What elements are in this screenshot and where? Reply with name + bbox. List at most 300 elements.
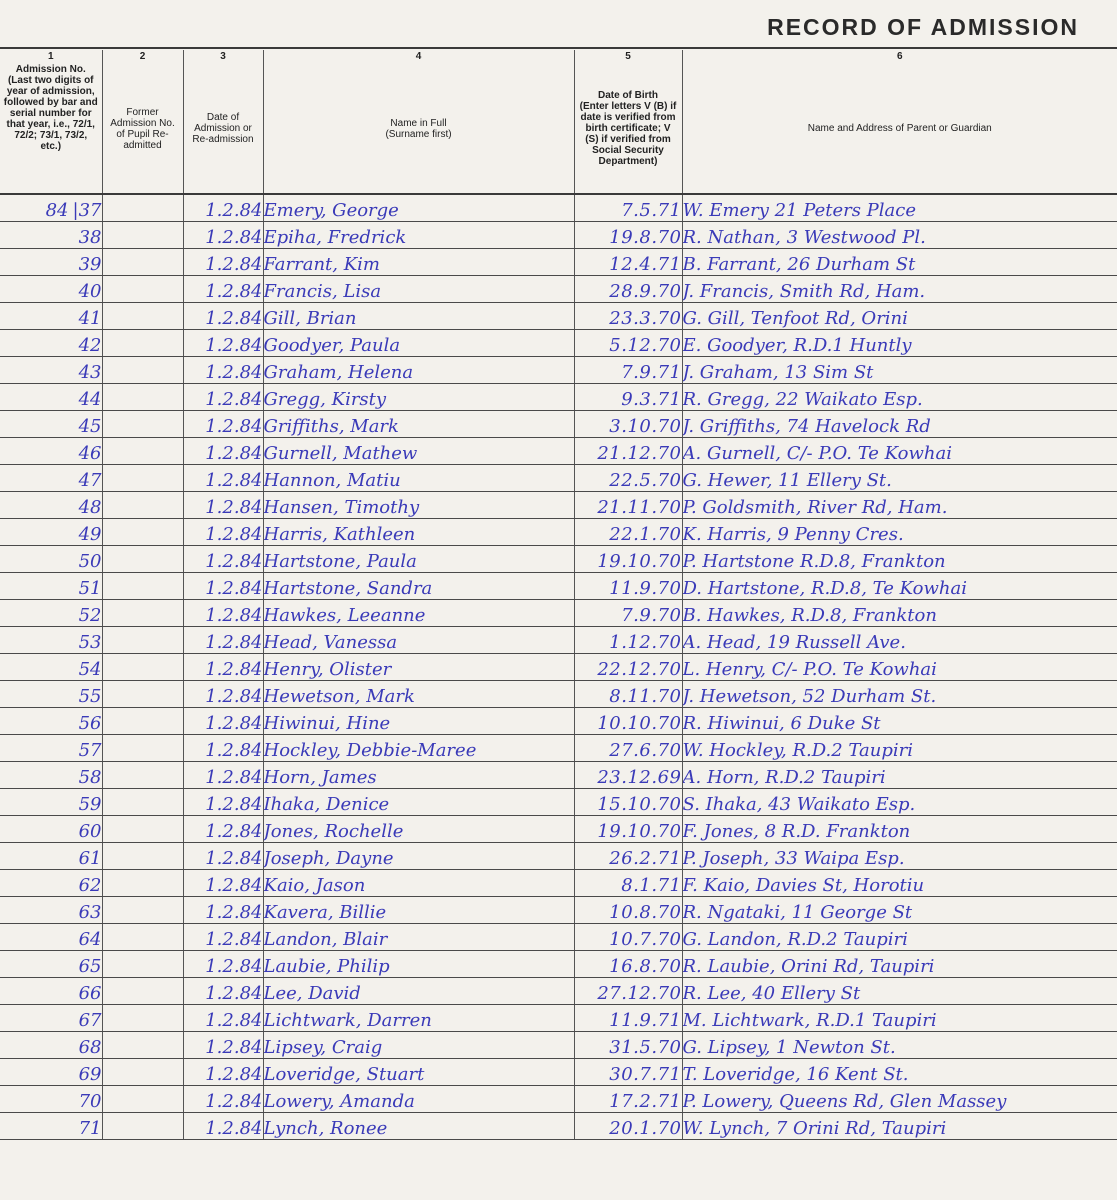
parent-guardian-cell: G. Gill, Tenfoot Rd, Orini: [682, 303, 1117, 330]
admission-date-cell: 1.2.84: [183, 276, 263, 303]
admission-date-cell: 1.2.84: [183, 708, 263, 735]
former-admission-cell: [102, 330, 183, 357]
col-admission-date-header: [183, 50, 263, 194]
admission-number: 65: [78, 956, 102, 977]
former-admission-cell: [102, 708, 183, 735]
admission-date-cell: 1.2.84: [183, 249, 263, 276]
table-row: [0, 1032, 1117, 1059]
table-row: [0, 897, 1117, 924]
name-cell: Hartstone, Sandra: [263, 573, 574, 600]
former-admission-cell: [102, 303, 183, 330]
date-of-birth-cell: 8.1.71: [574, 870, 682, 897]
former-admission-cell: [102, 357, 183, 384]
admission-date-cell: 1.2.84: [183, 222, 263, 249]
name-cell: Jones, Rochelle: [263, 816, 574, 843]
col-parent-guardian-header: [682, 50, 1117, 194]
parent-guardian-cell: R. Nathan, 3 Westwood Pl.: [682, 222, 1117, 249]
admission-no-cell: [0, 816, 102, 843]
date-of-birth-cell: 31.5.70: [574, 1032, 682, 1059]
admission-no-cell: [0, 897, 102, 924]
admission-no-cell: [0, 194, 102, 222]
admission-date-cell: 1.2.84: [183, 384, 263, 411]
parent-guardian-cell: A. Head, 19 Russell Ave.: [682, 627, 1117, 654]
admission-no-cell: [0, 222, 102, 249]
table-row: [0, 816, 1117, 843]
name-cell: Francis, Lisa: [263, 276, 574, 303]
admission-number: 38: [78, 227, 102, 248]
admission-date-cell: 1.2.84: [183, 924, 263, 951]
admission-number: 55: [78, 686, 102, 707]
former-admission-cell: [102, 1086, 183, 1113]
former-admission-cell: [102, 897, 183, 924]
former-admission-cell: [102, 1032, 183, 1059]
admission-number: 41: [78, 308, 102, 329]
admission-no-cell: [0, 978, 102, 1005]
name-cell: Henry, Olister: [263, 654, 574, 681]
admission-number: 51: [78, 578, 102, 599]
date-of-birth-cell: 19.8.70: [574, 222, 682, 249]
former-admission-cell: [102, 1005, 183, 1032]
date-of-birth-cell: 19.10.70: [574, 816, 682, 843]
former-admission-cell: [102, 816, 183, 843]
table-row: [0, 384, 1117, 411]
table-row: [0, 411, 1117, 438]
admission-number: 48: [78, 497, 102, 518]
date-of-birth-cell: 27.12.70: [574, 978, 682, 1005]
parent-guardian-cell: J. Graham, 13 Sim St: [682, 357, 1117, 384]
name-cell: Graham, Helena: [263, 357, 574, 384]
parent-guardian-cell: R. Laubie, Orini Rd, Taupiri: [682, 951, 1117, 978]
parent-guardian-cell: D. Hartstone, R.D.8, Te Kowhai: [682, 573, 1117, 600]
table-row: [0, 924, 1117, 951]
name-cell: Hiwinui, Hine: [263, 708, 574, 735]
admission-no-cell: [0, 1059, 102, 1086]
admission-year: 84: [45, 200, 69, 221]
admission-no-cell: [0, 951, 102, 978]
admission-number: 59: [78, 794, 102, 815]
admission-date-cell: 1.2.84: [183, 357, 263, 384]
admission-date-cell: 1.2.84: [183, 438, 263, 465]
column-label: Former Admission No. of Pupil Re-admitted: [110, 106, 175, 151]
name-cell: Emery, George: [263, 194, 574, 222]
date-of-birth-cell: 17.2.71: [574, 1086, 682, 1113]
admission-number: 37: [78, 200, 102, 221]
name-cell: Hawkes, Leeanne: [263, 600, 574, 627]
admission-date-cell: 1.2.84: [183, 465, 263, 492]
name-cell: Lipsey, Craig: [263, 1032, 574, 1059]
parent-guardian-cell: R. Gregg, 22 Waikato Esp.: [682, 384, 1117, 411]
table-row: [0, 789, 1117, 816]
column-label: Name and Address of Parent or Guardian: [807, 123, 992, 134]
admission-date-cell: 1.2.84: [183, 1005, 263, 1032]
date-of-birth-cell: 9.3.71: [574, 384, 682, 411]
admission-number: 64: [78, 929, 102, 950]
admission-date-cell: 1.2.84: [183, 573, 263, 600]
admission-no-cell: [0, 708, 102, 735]
table-row: [0, 762, 1117, 789]
former-admission-cell: [102, 843, 183, 870]
former-admission-cell: [102, 789, 183, 816]
name-cell: Farrant, Kim: [263, 249, 574, 276]
former-admission-cell: [102, 600, 183, 627]
column-number: 1: [47, 51, 54, 62]
name-cell: Kaio, Jason: [263, 870, 574, 897]
admission-no-cell: [0, 438, 102, 465]
parent-guardian-cell: E. Goodyer, R.D.1 Huntly: [682, 330, 1117, 357]
table-row: [0, 573, 1117, 600]
former-admission-cell: [102, 519, 183, 546]
former-admission-cell: [102, 870, 183, 897]
parent-guardian-cell: B. Farrant, 26 Durham St: [682, 249, 1117, 276]
admission-date-cell: 1.2.84: [183, 411, 263, 438]
name-cell: Kavera, Billie: [263, 897, 574, 924]
admission-no-cell: [0, 870, 102, 897]
admission-number: 70: [78, 1091, 102, 1112]
parent-guardian-cell: S. Ihaka, 43 Waikato Esp.: [682, 789, 1117, 816]
admission-no-cell: [0, 492, 102, 519]
parent-guardian-cell: R. Ngataki, 11 George St: [682, 897, 1117, 924]
date-of-birth-cell: 15.10.70: [574, 789, 682, 816]
former-admission-cell: [102, 384, 183, 411]
name-cell: Horn, James: [263, 762, 574, 789]
date-of-birth-cell: 21.12.70: [574, 438, 682, 465]
register-body: [0, 194, 1117, 1140]
admission-no-cell: [0, 924, 102, 951]
parent-guardian-cell: G. Hewer, 11 Ellery St.: [682, 465, 1117, 492]
table-row: [0, 249, 1117, 276]
parent-guardian-cell: K. Harris, 9 Penny Cres.: [682, 519, 1117, 546]
table-row: [0, 735, 1117, 762]
name-cell: Griffiths, Mark: [263, 411, 574, 438]
table-row: [0, 492, 1117, 519]
admission-register-table: [0, 50, 1117, 1140]
former-admission-cell: [102, 465, 183, 492]
name-cell: Head, Vanessa: [263, 627, 574, 654]
col-date-of-birth-header: [574, 50, 682, 194]
date-of-birth-cell: 7.9.70: [574, 600, 682, 627]
former-admission-cell: [102, 735, 183, 762]
date-of-birth-cell: 19.10.70: [574, 546, 682, 573]
admission-no-cell: [0, 384, 102, 411]
name-cell: Lowery, Amanda: [263, 1086, 574, 1113]
admission-no-cell: [0, 573, 102, 600]
parent-guardian-cell: F. Kaio, Davies St, Horotiu: [682, 870, 1117, 897]
admission-number: 68: [78, 1037, 102, 1058]
admission-date-cell: 1.2.84: [183, 654, 263, 681]
column-number: 2: [139, 51, 146, 62]
former-admission-cell: [102, 924, 183, 951]
admission-no-cell: [0, 357, 102, 384]
admission-number: 71: [78, 1118, 102, 1139]
parent-guardian-cell: J. Francis, Smith Rd, Ham.: [682, 276, 1117, 303]
former-admission-cell: [102, 951, 183, 978]
name-cell: Gurnell, Mathew: [263, 438, 574, 465]
header-row: [0, 50, 1117, 194]
admission-number: 50: [78, 551, 102, 572]
column-number: 3: [220, 51, 226, 62]
admission-date-cell: 1.2.84: [183, 546, 263, 573]
name-cell: Joseph, Dayne: [263, 843, 574, 870]
admission-date-cell: 1.2.84: [183, 600, 263, 627]
admission-date-cell: 1.2.84: [183, 762, 263, 789]
admission-date-cell: 1.2.84: [183, 627, 263, 654]
parent-guardian-cell: J. Hewetson, 52 Durham St.: [682, 681, 1117, 708]
parent-guardian-cell: P. Lowery, Queens Rd, Glen Massey: [682, 1086, 1117, 1113]
table-row: [0, 843, 1117, 870]
column-label: Date of Admission or Re-admission: [192, 112, 254, 145]
table-row: [0, 465, 1117, 492]
parent-guardian-cell: G. Landon, R.D.2 Taupiri: [682, 924, 1117, 951]
name-cell: Lynch, Ronee: [263, 1113, 574, 1140]
former-admission-cell: [102, 1113, 183, 1140]
admission-date-cell: 1.2.84: [183, 1086, 263, 1113]
admission-date-cell: 1.2.84: [183, 897, 263, 924]
top-rule: [0, 47, 1117, 49]
admission-no-cell: [0, 654, 102, 681]
name-cell: Hewetson, Mark: [263, 681, 574, 708]
former-admission-cell: [102, 573, 183, 600]
admission-number: 66: [78, 983, 102, 1004]
date-of-birth-cell: 7.5.71: [574, 194, 682, 222]
column-label: Name in Full (Surname first): [385, 117, 452, 140]
date-of-birth-cell: 22.1.70: [574, 519, 682, 546]
admission-number: 58: [78, 767, 102, 788]
former-admission-cell: [102, 1059, 183, 1086]
date-of-birth-cell: 16.8.70: [574, 951, 682, 978]
date-of-birth-cell: 23.3.70: [574, 303, 682, 330]
admission-no-cell: [0, 1086, 102, 1113]
date-of-birth-cell: 23.12.69: [574, 762, 682, 789]
name-cell: Gregg, Kirsty: [263, 384, 574, 411]
admission-number: 49: [78, 524, 102, 545]
admission-no-cell: [0, 465, 102, 492]
name-cell: Hannon, Matiu: [263, 465, 574, 492]
column-number: 6: [896, 51, 903, 62]
admission-date-cell: 1.2.84: [183, 951, 263, 978]
date-of-birth-cell: 27.6.70: [574, 735, 682, 762]
admission-no-cell: [0, 249, 102, 276]
parent-guardian-cell: A. Horn, R.D.2 Taupiri: [682, 762, 1117, 789]
date-of-birth-cell: 3.10.70: [574, 411, 682, 438]
admission-number: 44: [78, 389, 102, 410]
name-cell: Landon, Blair: [263, 924, 574, 951]
admission-date-cell: 1.2.84: [183, 870, 263, 897]
admission-date-cell: 1.2.84: [183, 519, 263, 546]
admission-number: 63: [78, 902, 102, 923]
parent-guardian-cell: P. Hartstone R.D.8, Frankton: [682, 546, 1117, 573]
former-admission-cell: [102, 411, 183, 438]
col-admission-no-header: [0, 50, 102, 194]
table-row: [0, 276, 1117, 303]
admission-no-cell: [0, 843, 102, 870]
former-admission-cell: [102, 627, 183, 654]
table-row: [0, 600, 1117, 627]
name-cell: Lee, David: [263, 978, 574, 1005]
name-cell: Harris, Kathleen: [263, 519, 574, 546]
name-cell: Laubie, Philip: [263, 951, 574, 978]
date-of-birth-cell: 5.12.70: [574, 330, 682, 357]
parent-guardian-cell: B. Hawkes, R.D.8, Frankton: [682, 600, 1117, 627]
table-row: [0, 222, 1117, 249]
table-row: [0, 330, 1117, 357]
admission-no-cell: [0, 546, 102, 573]
table-row: [0, 978, 1117, 1005]
parent-guardian-cell: G. Lipsey, 1 Newton St.: [682, 1032, 1117, 1059]
admission-date-cell: 1.2.84: [183, 194, 263, 222]
admission-number: 45: [78, 416, 102, 437]
admission-no-cell: [0, 789, 102, 816]
name-cell: Loveridge, Stuart: [263, 1059, 574, 1086]
admission-date-cell: 1.2.84: [183, 681, 263, 708]
date-of-birth-cell: 12.4.71: [574, 249, 682, 276]
date-of-birth-cell: 26.2.71: [574, 843, 682, 870]
column-number: 5: [625, 51, 631, 62]
admission-number: 54: [78, 659, 102, 680]
year-separator: |: [72, 200, 79, 221]
admission-no-cell: [0, 330, 102, 357]
table-row: [0, 1005, 1117, 1032]
table-row: [0, 1113, 1117, 1140]
admission-number: 56: [78, 713, 102, 734]
admission-date-cell: 1.2.84: [183, 303, 263, 330]
parent-guardian-cell: P. Goldsmith, River Rd, Ham.: [682, 492, 1117, 519]
admission-no-cell: [0, 1113, 102, 1140]
former-admission-cell: [102, 276, 183, 303]
table-row: [0, 951, 1117, 978]
admission-date-cell: 1.2.84: [183, 1113, 263, 1140]
former-admission-cell: [102, 978, 183, 1005]
admission-date-cell: 1.2.84: [183, 843, 263, 870]
date-of-birth-cell: 22.5.70: [574, 465, 682, 492]
parent-guardian-cell: R. Lee, 40 Ellery St: [682, 978, 1117, 1005]
admission-no-cell: [0, 600, 102, 627]
parent-guardian-cell: F. Jones, 8 R.D. Frankton: [682, 816, 1117, 843]
former-admission-cell: [102, 249, 183, 276]
table-row: [0, 546, 1117, 573]
parent-guardian-cell: R. Hiwinui, 6 Duke St: [682, 708, 1117, 735]
former-admission-cell: [102, 762, 183, 789]
former-admission-cell: [102, 681, 183, 708]
admission-number: 67: [78, 1010, 102, 1031]
date-of-birth-cell: 1.12.70: [574, 627, 682, 654]
admission-no-cell: [0, 681, 102, 708]
table-row: [0, 681, 1117, 708]
name-cell: Gill, Brian: [263, 303, 574, 330]
admission-no-cell: [0, 519, 102, 546]
admission-no-cell: [0, 1032, 102, 1059]
date-of-birth-cell: 7.9.71: [574, 357, 682, 384]
parent-guardian-cell: W. Emery 21 Peters Place: [682, 194, 1117, 222]
table-row: [0, 870, 1117, 897]
date-of-birth-cell: 20.1.70: [574, 1113, 682, 1140]
date-of-birth-cell: 22.12.70: [574, 654, 682, 681]
date-of-birth-cell: 28.9.70: [574, 276, 682, 303]
admission-no-cell: [0, 276, 102, 303]
table-row: [0, 303, 1117, 330]
parent-guardian-cell: W. Lynch, 7 Orini Rd, Taupiri: [682, 1113, 1117, 1140]
admission-date-cell: 1.2.84: [183, 1059, 263, 1086]
table-row: [0, 1086, 1117, 1113]
admission-number: 47: [78, 470, 102, 491]
admission-date-cell: 1.2.84: [183, 978, 263, 1005]
admission-number: 52: [78, 605, 102, 626]
former-admission-cell: [102, 438, 183, 465]
admission-no-cell: [0, 411, 102, 438]
date-of-birth-cell: 10.8.70: [574, 897, 682, 924]
admission-number: 57: [78, 740, 102, 761]
former-admission-cell: [102, 194, 183, 222]
col-name-header: [263, 50, 574, 194]
table-row: [0, 357, 1117, 384]
admission-number: 69: [78, 1064, 102, 1085]
page-title: RECORD OF ADMISSION: [767, 14, 1079, 40]
admission-date-cell: 1.2.84: [183, 1032, 263, 1059]
admission-number: 53: [78, 632, 102, 653]
admission-date-cell: 1.2.84: [183, 816, 263, 843]
name-cell: Hockley, Debbie-Maree: [263, 735, 574, 762]
parent-guardian-cell: T. Loveridge, 16 Kent St.: [682, 1059, 1117, 1086]
parent-guardian-cell: L. Henry, C/- P.O. Te Kowhai: [682, 654, 1117, 681]
table-row: [0, 194, 1117, 222]
table-row: [0, 438, 1117, 465]
admission-number: 62: [78, 875, 102, 896]
table-row: [0, 519, 1117, 546]
name-cell: Ihaka, Denice: [263, 789, 574, 816]
col-former-admission-header: [102, 50, 183, 194]
admission-number: 43: [78, 362, 102, 383]
parent-guardian-cell: J. Griffiths, 74 Havelock Rd: [682, 411, 1117, 438]
name-cell: Lichtwark, Darren: [263, 1005, 574, 1032]
name-cell: Hansen, Timothy: [263, 492, 574, 519]
table-row: [0, 654, 1117, 681]
date-of-birth-cell: 10.7.70: [574, 924, 682, 951]
former-admission-cell: [102, 492, 183, 519]
table-row: [0, 708, 1117, 735]
admission-number: 40: [78, 281, 102, 302]
name-cell: Hartstone, Paula: [263, 546, 574, 573]
column-label: Admission No. (Last two digits of year of admission, followed by bar and serial number for that year, i.e., 72/1, 72/2; 73/1, 73/2, etc.): [3, 64, 98, 152]
admission-date-cell: 1.2.84: [183, 735, 263, 762]
column-label: Date of Birth (Enter letters V (B) if date is verified from birth certificate; V (S) if verified from Social Security Department): [579, 90, 677, 167]
former-admission-cell: [102, 222, 183, 249]
admission-date-cell: 1.2.84: [183, 789, 263, 816]
name-cell: Goodyer, Paula: [263, 330, 574, 357]
name-cell: Epiha, Fredrick: [263, 222, 574, 249]
admission-date-cell: 1.2.84: [183, 330, 263, 357]
former-admission-cell: [102, 546, 183, 573]
table-row: [0, 1059, 1117, 1086]
admission-no-cell: [0, 627, 102, 654]
admission-no-cell: [0, 735, 102, 762]
admission-number: 39: [78, 254, 102, 275]
parent-guardian-cell: M. Lichtwark, R.D.1 Taupiri: [682, 1005, 1117, 1032]
date-of-birth-cell: 11.9.70: [574, 573, 682, 600]
admission-no-cell: [0, 303, 102, 330]
admission-no-cell: [0, 762, 102, 789]
admission-number: 46: [78, 443, 102, 464]
admission-number: 60: [78, 821, 102, 842]
table-row: [0, 627, 1117, 654]
date-of-birth-cell: 21.11.70: [574, 492, 682, 519]
admission-no-cell: [0, 1005, 102, 1032]
admission-date-cell: 1.2.84: [183, 492, 263, 519]
column-number: 4: [415, 51, 422, 62]
date-of-birth-cell: 10.10.70: [574, 708, 682, 735]
date-of-birth-cell: 11.9.71: [574, 1005, 682, 1032]
parent-guardian-cell: A. Gurnell, C/- P.O. Te Kowhai: [682, 438, 1117, 465]
former-admission-cell: [102, 654, 183, 681]
admission-number: 61: [78, 848, 102, 869]
